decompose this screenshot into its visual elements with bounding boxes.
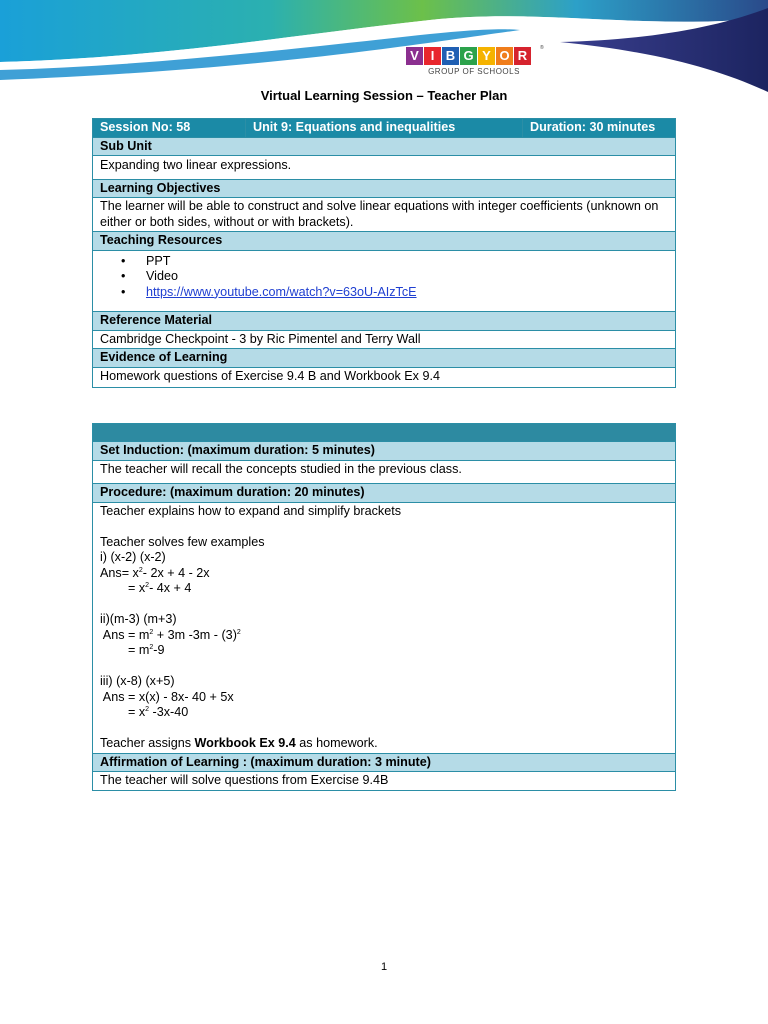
procedure-line: Teacher assigns Workbook Ex 9.4 as homework. <box>100 736 378 750</box>
vibgyor-logo <box>406 47 542 76</box>
learning-objectives-value: The learner will be able to construct and solve linear equations with integer coefficients (unknown on either or both sides, without or with brackets). <box>93 198 676 232</box>
list-item: • Video <box>100 269 668 285</box>
registered-mark: ® <box>540 45 544 51</box>
teaching-resources-cell <box>93 250 676 312</box>
teaching-resources-label: Teaching Resources <box>93 232 676 251</box>
set-induction-value: The teacher will recall the concepts studied in the previous class. <box>93 460 676 484</box>
session-number: Session No: 58 <box>93 119 246 138</box>
procedure-line: i) (x-2) (x-2) <box>100 550 166 564</box>
reference-material-value: Cambridge Checkpoint - 3 by Ric Pimentel and Terry Wall <box>93 330 676 349</box>
procedure-line: iii) (x-8) (x+5) <box>100 674 175 688</box>
evidence-label: Evidence of Learning <box>93 349 676 368</box>
affirmation-label: Affirmation of Learning : (maximum duration: 3 minute) <box>93 753 676 772</box>
session-info-table <box>92 118 676 388</box>
procedure-label: Procedure: (maximum duration: 20 minutes) <box>93 484 676 503</box>
procedure-line: Teacher solves few examples <box>100 534 265 549</box>
logo-letter: I <box>424 47 441 65</box>
procedure-line: = $m^2-9$ <box>100 643 165 657</box>
procedure-line: = $x^2$ -3x-40 <box>100 705 189 719</box>
procedure-line: ii)(m-3) (m+3) <box>100 612 177 626</box>
unit-title: Unit 9: Equations and inequalities <box>246 119 523 138</box>
list-item <box>100 285 668 301</box>
page-number: 1 <box>380 961 388 973</box>
procedure-line: $Ans= x^2-$ 2x + 4 - 2x <box>100 565 210 580</box>
duration: Duration: 30 minutes <box>523 119 676 138</box>
session-header-row <box>93 119 676 138</box>
logo-letter: V <box>406 47 423 65</box>
sub-unit-label: Sub Unit <box>93 137 676 156</box>
resources-list <box>100 254 668 301</box>
procedure-line: = $x^2-$ 4x + 4 <box>100 581 192 595</box>
procedure-line: Ans = x(x) - 8x- 40 + 5x <box>100 689 234 704</box>
reference-material-label: Reference Material <box>93 312 676 331</box>
logo-subtitle: GROUP OF SCHOOLS <box>428 67 520 76</box>
procedure-line: Ans = $m^2 + 3m$ $-3m - (3)^2$ <box>100 627 241 642</box>
header-bar <box>93 424 676 442</box>
logo-letter: B <box>442 47 459 65</box>
header-banner <box>0 0 768 95</box>
procedure-line: Teacher explains how to expand and simplify brackets <box>100 503 402 518</box>
youtube-link[interactable]: https://www.youtube.com/watch?v=63oU-AIzTcE <box>146 284 417 299</box>
procedure-content <box>93 502 676 753</box>
set-induction-label: Set Induction: (maximum duration: 5 minutes) <box>93 442 676 461</box>
learning-objectives-label: Learning Objectives <box>93 179 676 198</box>
logo-letter: G <box>460 47 477 65</box>
logo-letter: O <box>496 47 513 65</box>
logo-letter: Y <box>478 47 495 65</box>
affirmation-value: The teacher will solve questions from Exercise 9.4B <box>93 772 676 791</box>
logo-letter: R <box>514 47 531 65</box>
evidence-value: Homework questions of Exercise 9.4 B and Workbook Ex 9.4 <box>93 367 676 388</box>
list-item: • PPT <box>100 254 668 270</box>
lesson-procedure-table <box>92 423 676 791</box>
document-title: Virtual Learning Session – Teacher Plan <box>260 88 508 103</box>
sub-unit-value: Expanding two linear expressions. <box>93 156 676 180</box>
